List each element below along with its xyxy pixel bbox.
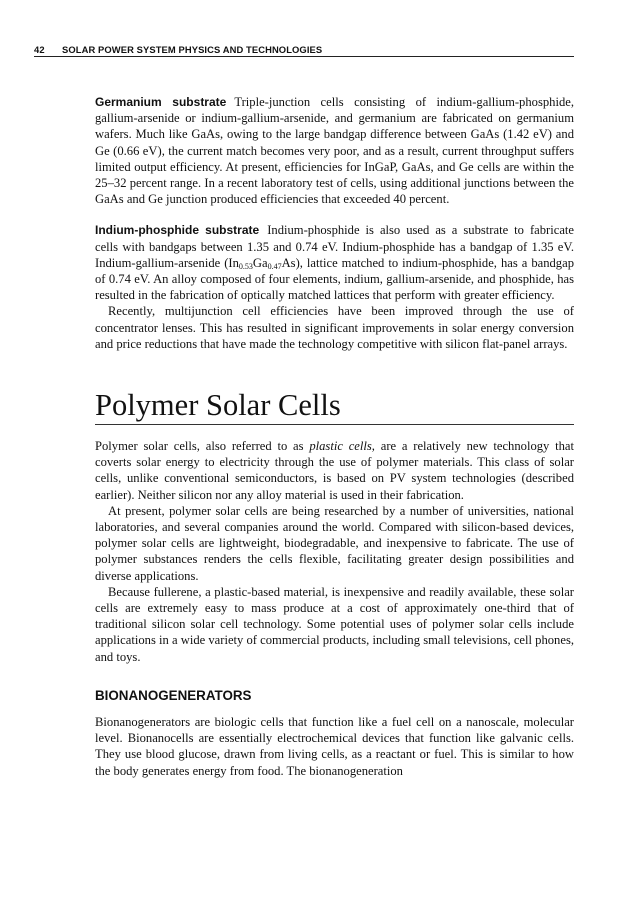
indium-heading: Indium-phosphide substrate bbox=[95, 223, 260, 238]
plastic-cells-term: plastic cells, bbox=[309, 439, 375, 454]
germanium-paragraph bbox=[95, 94, 574, 207]
polymer-paragraph-2: At present, polymer solar cells are being researched by a number of universities, national laboratories, and several companies around the world. Compared with silicon-based devices, polymer solar cells are lightweight, biodegradable, and inexpensive to fabricate. The use of polymer substances renders the cells flexible, facilitating greater design possibilities and diverse applications. bbox=[95, 503, 574, 583]
bionano-paragraph-1: Bionanogenerators are biologic cells that function like a fuel cell on a nanoscale, molecular level. Bionanocells are essentially electrochemical devices that function like galvanic cells. They use blood glucose, drawn from living cells, as a reactant or fuel. This is similar to how the body generates energy from food. The bionanogeneration bbox=[95, 714, 574, 778]
running-header bbox=[34, 44, 574, 57]
indium-text-b: Ga bbox=[252, 255, 268, 270]
indium-text-a: Indium-phosphide is also used as a substrate to fabricate cells with bandgaps between 1.35 and 0.74 eV. Indium-phosphide has a bandgap of 1.35 eV. Indium-gallium-arsenide (In bbox=[95, 223, 574, 270]
gallium-subscript: 0.47 bbox=[267, 261, 282, 271]
germanium-text: Triple-junction cells consisting of indium-gallium-phosphide, gallium-arsenide or indium-gallium-arsenide, and germanium are fabricated on germanium wafers. Much like GaAs, owing to the large bandgap difference between GaAs (1.42 eV) and Ge (0.66 eV), the current match becomes very poor, and as a result, current throughput suffers limited output efficiency. At present, efficiencies for InGaP, GaAs, and Ge cells are within the 25–32 percent range. In a recent laboratory test of cells, using additional junctions between the GaAs and Ge junction produced efficiencies that exceeded 40 percent. bbox=[95, 95, 574, 207]
polymer-paragraph-3: Because fullerene, a plastic-based material, is inexpensive and readily available, these solar cells are extremely easy to mass produce at a cost of approximately one-third that of traditional silicon solar cell technology. Some potential uses of polymer solar cells include applications in a wide variety of commercial products, including small televisions, cell phones, and toys. bbox=[95, 584, 574, 664]
polymer-p1-text-b: are a relatively new technology that coverts solar energy to electricity through the use of polymer materials. This class of solar cells, unlike conventional semiconductors, is based on PV system technologies (described earlier). Neither silicon nor any alloy material is used in their fabrication. bbox=[95, 439, 575, 502]
concentrator-paragraph: Recently, multijunction cell efficiencies have been improved through the use of concentrator lenses. This has resulted in significant improvements in solar energy conversion and price reductions that have made the technology competitive with silicon flat-panel arrays. bbox=[95, 304, 574, 351]
polymer-paragraph-1 bbox=[95, 438, 574, 503]
germanium-heading: Germanium substrate bbox=[95, 95, 227, 109]
running-title: SOLAR POWER SYSTEM PHYSICS AND TECHNOLOGIES bbox=[62, 44, 323, 55]
subsection-title-bionanogenerators: BIONANOGENERATORS bbox=[95, 687, 252, 703]
indium-subscript: 0.53 bbox=[238, 261, 253, 271]
indium-paragraph bbox=[95, 222, 574, 303]
polymer-p1-text-a: Polymer solar cells, also referred to as bbox=[95, 439, 310, 454]
section-title-polymer: Polymer Solar Cells bbox=[95, 388, 574, 425]
indium-text-c: As), lattice matched to indium-phosphide, has a bandgap of 0.74 eV. An alloy composed of four elements, indium, gallium-arsenide, and phosphide, has resulted in the fabrication of optically matched lattices that perform with greater efficiency. bbox=[95, 255, 574, 303]
page-body bbox=[95, 94, 574, 779]
page-number: 42 bbox=[34, 44, 45, 55]
